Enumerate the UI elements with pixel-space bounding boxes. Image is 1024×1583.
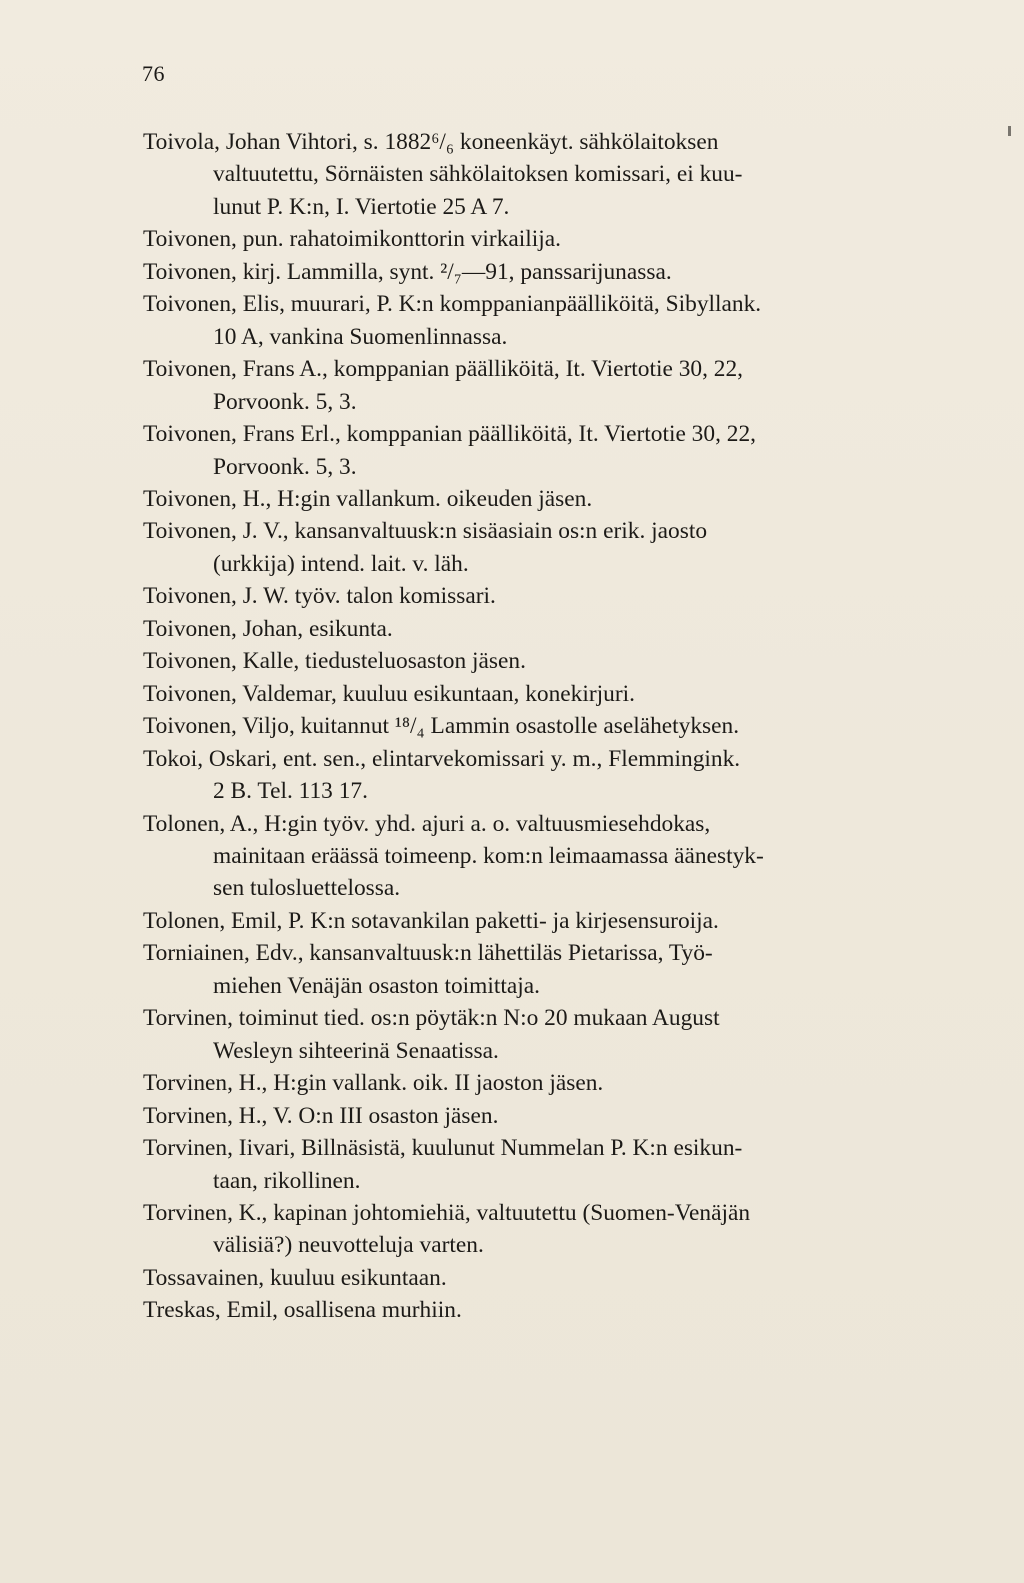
list-item — [143, 1067, 913, 1099]
entry-line: Tokoi, Oskari, ent. sen., elintarvekomissari y. m., Flemmingink. — [143, 745, 741, 772]
list-item — [143, 256, 913, 288]
list-item — [143, 905, 913, 937]
page-number: 76 — [142, 61, 165, 86]
entry-continuation-line: Porvoonk. 5, 3. — [213, 453, 357, 480]
entry-line: Torvinen, H., V. O:n III osaston jäsen. — [143, 1102, 499, 1129]
list-item — [143, 515, 913, 580]
entry-continuation-line: miehen Venäjän osaston toimittaja. — [213, 972, 540, 999]
entry-line: Toivonen, J. V., kansanvaltuusk:n sisäasiain os:n erik. jaosto — [143, 518, 708, 545]
entry-line: Toivonen, Frans A., komppanian päälliköitä, It. Viertotie 30, 22, — [143, 356, 744, 383]
list-item — [143, 580, 913, 612]
entry-line: Toivonen, Elis, muurari, P. K:n komppanianpäälliköitä, Sibyllank. — [143, 291, 762, 318]
list-item — [143, 1262, 913, 1294]
list-item — [143, 645, 913, 677]
list-item — [143, 1132, 913, 1197]
entry-line: Torvinen, K., kapinan johtomiehiä, valtuutettu (Suomen-Venäjän — [143, 1199, 751, 1226]
entry-list — [143, 126, 913, 1327]
entry-line: Torvinen, Iivari, Billnäsistä, kuulunut Nummelan P. K:n esikun- — [143, 1135, 743, 1162]
list-item — [143, 483, 913, 515]
entry-continuation-line: välisiä?) neuvotteluja varten. — [213, 1232, 484, 1259]
entry-line: Toivonen, pun. rahatoimikonttorin virkailija. — [143, 226, 562, 253]
list-item — [143, 353, 913, 418]
list-item — [143, 288, 913, 353]
list-item — [143, 418, 913, 483]
list-item — [143, 808, 913, 905]
entry-continuation-line: taan, rikollinen. — [213, 1167, 361, 1194]
list-item — [143, 1294, 913, 1326]
list-item — [143, 613, 913, 645]
entry-continuation-line: Wesleyn sihteerinä Senaatissa. — [213, 1037, 499, 1064]
entry-line: Toivonen, kirj. Lammilla, synt. ²/₇—91, panssarijunassa. — [143, 258, 672, 285]
list-item — [143, 710, 913, 742]
entry-continuation-line: 2 B. Tel. 113 17. — [213, 778, 368, 805]
list-item — [143, 743, 913, 808]
entry-continuation-line: lunut P. K:n, I. Viertotie 25 A 7. — [213, 193, 510, 220]
entry-line: Torvinen, H., H:gin vallank. oik. II jaoston jäsen. — [143, 1070, 604, 1097]
entry-line: Toivonen, Frans Erl., komppanian päälliköitä, It. Viertotie 30, 22, — [143, 421, 757, 448]
list-item — [143, 223, 913, 255]
entry-line: Toivonen, Kalle, tiedusteluosaston jäsen. — [143, 648, 526, 675]
entry-line: Toivonen, Valdemar, kuuluu esikuntaan, konekirjuri. — [143, 680, 635, 707]
entry-line: Torniainen, Edv., kansanvaltuusk:n lähettiläs Pietarissa, Työ- — [143, 940, 713, 967]
list-item — [143, 1100, 913, 1132]
list-item — [143, 1197, 913, 1262]
entry-line: Toivonen, Viljo, kuitannut ¹⁸/₄ Lammin osastolle aselähetyksen. — [143, 713, 740, 740]
margin-mark — [1008, 126, 1011, 136]
entry-line: Torvinen, toiminut tied. os:n pöytäk:n N:o 20 mukaan August — [143, 1005, 720, 1032]
entry-line: Tossavainen, kuuluu esikuntaan. — [143, 1264, 447, 1291]
list-item — [143, 937, 913, 1002]
entry-line: Toivonen, H., H:gin vallankum. oikeuden jäsen. — [143, 485, 593, 512]
entry-continuation-line: mainitaan eräässä toimeenp. kom:n leimaamassa äänestyk- — [213, 842, 764, 869]
entry-line: Toivola, Johan Vihtori, s. 1882⁶/₆ koneenkäyt. sähkölaitoksen — [143, 129, 719, 155]
entry-line: Toivonen, J. W. työv. talon komissari. — [143, 583, 496, 610]
entry-continuation-line: 10 A, vankina Suomenlinnassa. — [213, 323, 508, 350]
entry-line: Tolonen, A., H:gin työv. yhd. ajuri a. o. valtuusmiesehdokas, — [143, 810, 711, 837]
entry-line: Tolonen, Emil, P. K:n sotavankilan paketti- ja kirjesensuroija. — [143, 907, 719, 934]
entry-continuation-line: valtuutettu, Sörnäisten sähkölaitoksen komissari, ei kuu- — [213, 161, 743, 188]
entry-continuation-line: Porvoonk. 5, 3. — [213, 388, 357, 415]
list-item — [143, 126, 913, 223]
entry-continuation-line: (urkkija) intend. lait. v. läh. — [213, 550, 469, 577]
list-item — [143, 678, 913, 710]
entry-line: Treskas, Emil, osallisena murhiin. — [143, 1297, 462, 1324]
entry-line: Toivonen, Johan, esikunta. — [143, 615, 393, 642]
entry-continuation-line: sen tulosluettelossa. — [213, 875, 401, 902]
list-item — [143, 1002, 913, 1067]
